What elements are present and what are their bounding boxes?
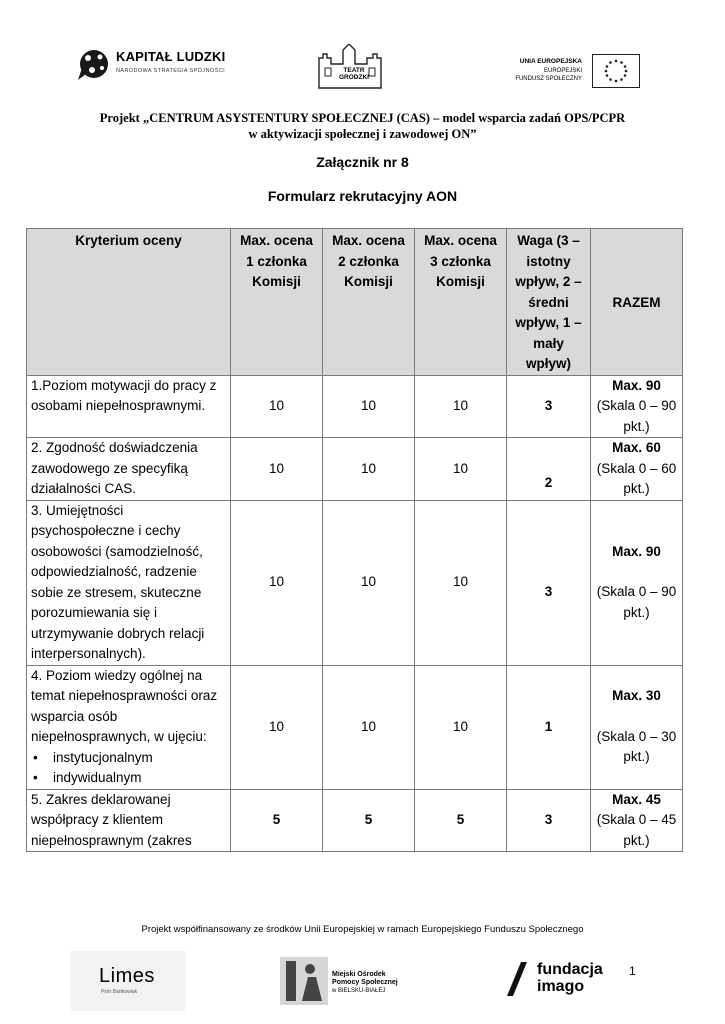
slash-icon	[507, 962, 527, 996]
kapital-ludzki-emblem-icon	[76, 44, 112, 84]
member-1-score: 10	[231, 665, 323, 789]
imago-line-1: fundacja	[537, 961, 603, 978]
kapital-ludzki-title: KAPITAŁ LUDZKI	[116, 49, 226, 64]
form-title: Formularz rekrutacyjny AON	[267, 188, 458, 204]
table-row	[27, 665, 683, 789]
total-max: Max. 30	[612, 688, 661, 704]
eu-flag-icon	[592, 54, 640, 88]
bullet-item: • indywidualnym	[53, 768, 226, 789]
eu-logo	[510, 52, 640, 92]
member-3-score: 5	[415, 789, 507, 852]
col-header-weight: Waga (3 – istotny wpływ, 2 – średni wpływ, 1 – mały wpływ)	[507, 229, 591, 376]
table-header-row	[27, 229, 683, 376]
teatr-word: TEATR	[343, 67, 365, 74]
weight-value: 1	[507, 665, 591, 789]
member-2-score: 5	[323, 789, 415, 852]
limes-wordmark: Limes	[99, 965, 155, 987]
criterion-cell: 5. Zakres deklarowanej współpracy z klientem niepełnosprawnym (zakres	[27, 789, 231, 852]
total-cell	[591, 789, 683, 852]
member-2-score: 10	[323, 665, 415, 789]
grodzki-word: GRODZKI	[339, 74, 369, 81]
imago-wordmark	[537, 961, 603, 995]
criterion-cell	[27, 665, 231, 789]
attachment-label: Załącznik nr 8	[316, 154, 409, 170]
member-3-score: 10	[415, 375, 507, 438]
member-3-score: 10	[415, 438, 507, 501]
page-number: 1	[629, 964, 636, 978]
imago-logo	[507, 960, 627, 1000]
teatr-grodzki-logo	[315, 44, 393, 90]
mops-line-2: Pomocy Społecznej	[332, 979, 398, 986]
limes-logo	[71, 951, 185, 1011]
member-2-score: 10	[323, 500, 415, 665]
total-cell	[591, 665, 683, 789]
criterion-cell: 2. Zgodność doświadczenia zawodowego ze specyfiką działalności CAS.	[27, 438, 231, 501]
member-2-score: 10	[323, 375, 415, 438]
col-header-total: RAZEM	[591, 229, 683, 376]
member-3-score: 10	[415, 665, 507, 789]
total-scale: (Skala 0 – 90 pkt.)	[596, 584, 677, 620]
member-1-score: 10	[231, 438, 323, 501]
total-max: Max. 90	[612, 377, 661, 393]
limes-subtitle: Piotr Bartkowiak	[101, 989, 138, 995]
criterion-cell: 3. Umiejętności psychospołeczne i cechy osobowości (samodzielność, odpowiedzialność, radzenie sobie ze stresem, skuteczne porozumiewania się i utrzymywanie dobrych relacji interpersonalnych).	[27, 500, 231, 665]
total-cell	[591, 375, 683, 438]
weight-value: 3	[507, 789, 591, 852]
mops-emblem-icon	[278, 955, 330, 1007]
member-1-score: 5	[231, 789, 323, 852]
weight-value: 3	[507, 500, 591, 665]
total-scale: (Skala 0 – 30 pkt.)	[596, 728, 677, 765]
total-scale: (Skala 0 – 60 pkt.)	[596, 460, 677, 496]
eu-union-label: UNIA EUROPEJSKA	[519, 58, 582, 65]
table-row	[27, 500, 683, 665]
project-title-line-2: w aktywizacji społecznej i zawodowej ON”	[248, 127, 477, 141]
table-row	[27, 438, 683, 501]
total-cell	[591, 438, 683, 501]
total-max: Max. 45	[612, 791, 661, 807]
cofinancing-note: Projekt współfinansowany ze środków Unii Europejskiej w ramach Europejskiego Funduszu Społecznego	[141, 924, 584, 935]
member-2-score: 10	[323, 438, 415, 501]
total-scale: (Skala 0 – 45 pkt.)	[596, 812, 677, 848]
bullet-item: • instytucjonalnym	[53, 748, 226, 769]
mops-name	[332, 971, 398, 995]
weight-value: 3	[507, 375, 591, 438]
weight-value: 2	[507, 438, 591, 501]
col-header-member-2: Max. ocena 2 członka Komisji	[323, 229, 415, 376]
total-max: Max. 90	[612, 543, 661, 559]
criteria-table	[26, 228, 683, 852]
page-header	[0, 0, 725, 100]
eu-text-block	[515, 58, 582, 84]
table-row	[27, 375, 683, 438]
col-header-criterion: Kryterium oceny	[27, 229, 231, 376]
mops-logo	[278, 955, 438, 1007]
total-cell	[591, 500, 683, 665]
mops-city: w BIELSKU-BIAŁEJ	[332, 988, 386, 994]
total-scale: (Skala 0 – 90 pkt.)	[596, 398, 677, 434]
table-row	[27, 789, 683, 852]
eu-fund-label-2: FUNDUSZ SPOŁECZNY	[515, 76, 582, 82]
member-3-score: 10	[415, 500, 507, 665]
imago-line-2: imago	[537, 978, 585, 995]
col-header-member-1: Max. ocena 1 członka Komisji	[231, 229, 323, 376]
member-1-score: 10	[231, 375, 323, 438]
criterion-bullet-list	[31, 748, 226, 789]
kapital-ludzki-subtitle: NARODOWA STRATEGIA SPÓJNOŚCI	[116, 68, 225, 74]
total-max: Max. 60	[612, 440, 661, 455]
member-1-score: 10	[231, 500, 323, 665]
eu-fund-label-1: EUROPEJSKI	[543, 67, 582, 74]
kapital-ludzki-logo	[76, 42, 236, 88]
project-title-line-1: Projekt „CENTRUM ASYSTENTURY SPOŁECZNEJ (CAS) – model wsparcia zadań OPS/PCPR	[99, 111, 626, 125]
col-header-member-3: Max. ocena 3 członka Komisji	[415, 229, 507, 376]
project-title	[0, 110, 725, 142]
criterion-cell: 1.Poziom motywacji do pracy z osobami niepełnosprawnymi.	[27, 375, 231, 438]
criterion-text: 4. Poziom wiedzy ogólnej na temat niepełnosprawności oraz wsparcia osób niepełnosprawnych, w ujęciu:	[31, 667, 218, 744]
teatr-grodzki-wordmark	[329, 67, 379, 81]
mops-line-1: Miejski Ośrodek	[332, 971, 386, 978]
